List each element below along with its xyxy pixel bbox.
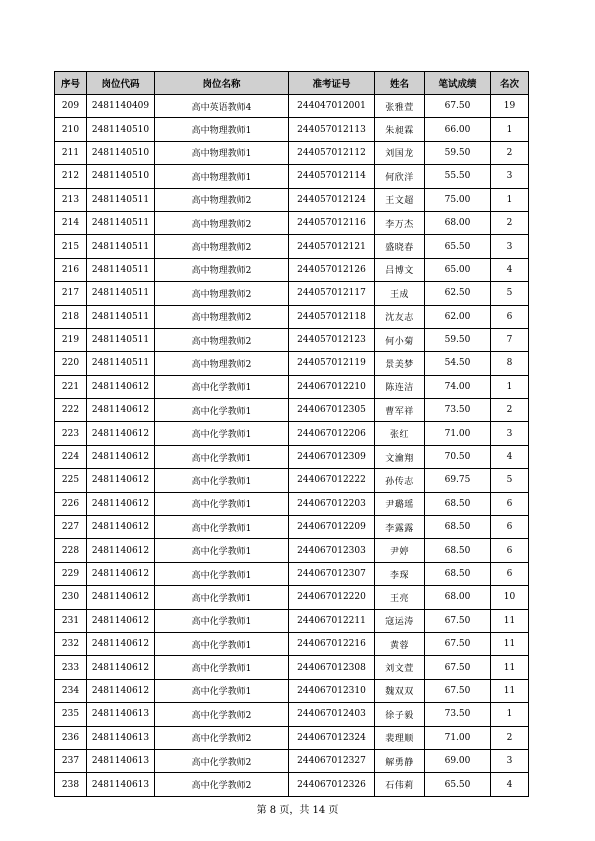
- cell-post-code: 2481140511: [87, 282, 155, 305]
- cell-post-code: 2481140613: [87, 749, 155, 772]
- cell-serial: 229: [55, 562, 87, 585]
- cell-exam-id: 244067012327: [289, 749, 375, 772]
- table-row: [55, 235, 529, 258]
- cell-rank: 10: [491, 586, 529, 609]
- cell-post-name: 高中化学教师2: [155, 703, 289, 726]
- cell-name: 黄蓉: [375, 632, 425, 655]
- table-row: [55, 211, 529, 234]
- cell-serial: 232: [55, 632, 87, 655]
- cell-score: 67.50: [425, 609, 491, 632]
- cell-post-name: 高中物理教师1: [155, 165, 289, 188]
- cell-name: 朱昶霖: [375, 118, 425, 141]
- cell-rank: 4: [491, 773, 529, 796]
- cell-post-code: 2481140613: [87, 726, 155, 749]
- cell-score: 65.50: [425, 773, 491, 796]
- cell-rank: 6: [491, 516, 529, 539]
- table-row: [55, 656, 529, 679]
- cell-post-code: 2481140612: [87, 679, 155, 702]
- cell-serial: 223: [55, 422, 87, 445]
- cell-serial: 227: [55, 516, 87, 539]
- cell-rank: 6: [491, 305, 529, 328]
- cell-name: 裴理顺: [375, 726, 425, 749]
- table-row: [55, 749, 529, 772]
- cell-score: 62.00: [425, 305, 491, 328]
- cell-rank: 3: [491, 749, 529, 772]
- cell-serial: 217: [55, 282, 87, 305]
- cell-score: 75.00: [425, 188, 491, 211]
- cell-serial: 209: [55, 95, 87, 118]
- cell-post-name: 高中化学教师1: [155, 399, 289, 422]
- cell-exam-id: 244047012001: [289, 95, 375, 118]
- cell-score: 69.75: [425, 469, 491, 492]
- cell-name: 王文超: [375, 188, 425, 211]
- cell-name: 徐子毅: [375, 703, 425, 726]
- score-table-container: [54, 71, 528, 797]
- cell-post-name: 高中化学教师1: [155, 539, 289, 562]
- cell-name: 曹军祥: [375, 399, 425, 422]
- cell-name: 何小菊: [375, 328, 425, 351]
- table-row: [55, 726, 529, 749]
- cell-exam-id: 244057012126: [289, 258, 375, 281]
- table-row: [55, 773, 529, 796]
- cell-name: 李琛: [375, 562, 425, 585]
- cell-exam-id: 244067012203: [289, 492, 375, 515]
- header-post-name: 岗位名称: [155, 72, 289, 95]
- cell-score: 67.50: [425, 679, 491, 702]
- cell-serial: 236: [55, 726, 87, 749]
- cell-post-name: 高中物理教师1: [155, 118, 289, 141]
- cell-serial: 221: [55, 375, 87, 398]
- cell-serial: 210: [55, 118, 87, 141]
- cell-exam-id: 244067012210: [289, 375, 375, 398]
- cell-rank: 1: [491, 703, 529, 726]
- cell-serial: 211: [55, 141, 87, 164]
- cell-rank: 6: [491, 539, 529, 562]
- cell-post-code: 2481140511: [87, 328, 155, 351]
- cell-exam-id: 244067012206: [289, 422, 375, 445]
- cell-name: 张红: [375, 422, 425, 445]
- cell-exam-id: 244067012403: [289, 703, 375, 726]
- cell-rank: 7: [491, 328, 529, 351]
- cell-post-code: 2481140612: [87, 492, 155, 515]
- cell-post-code: 2481140612: [87, 445, 155, 468]
- cell-exam-id: 244057012117: [289, 282, 375, 305]
- cell-score: 59.50: [425, 328, 491, 351]
- cell-post-name: 高中化学教师1: [155, 469, 289, 492]
- cell-score: 68.50: [425, 562, 491, 585]
- cell-name: 陈连洁: [375, 375, 425, 398]
- cell-name: 寇运涛: [375, 609, 425, 632]
- cell-name: 景美梦: [375, 352, 425, 375]
- cell-score: 68.50: [425, 516, 491, 539]
- cell-rank: 1: [491, 118, 529, 141]
- cell-exam-id: 244057012112: [289, 141, 375, 164]
- cell-rank: 2: [491, 399, 529, 422]
- cell-exam-id: 244057012114: [289, 165, 375, 188]
- cell-post-code: 2481140511: [87, 258, 155, 281]
- table-row: [55, 609, 529, 632]
- cell-serial: 226: [55, 492, 87, 515]
- header-serial: 序号: [55, 72, 87, 95]
- cell-serial: 238: [55, 773, 87, 796]
- cell-serial: 234: [55, 679, 87, 702]
- cell-serial: 212: [55, 165, 87, 188]
- cell-rank: 11: [491, 679, 529, 702]
- cell-rank: 6: [491, 562, 529, 585]
- cell-rank: 3: [491, 422, 529, 445]
- cell-name: 李万杰: [375, 211, 425, 234]
- cell-score: 73.50: [425, 703, 491, 726]
- table-row: [55, 445, 529, 468]
- cell-serial: 225: [55, 469, 87, 492]
- cell-post-name: 高中物理教师2: [155, 188, 289, 211]
- cell-score: 74.00: [425, 375, 491, 398]
- cell-name: 文瀹翔: [375, 445, 425, 468]
- cell-post-name: 高中物理教师2: [155, 282, 289, 305]
- table-row: [55, 516, 529, 539]
- table-row: [55, 469, 529, 492]
- cell-post-name: 高中化学教师1: [155, 445, 289, 468]
- cell-name: 王亮: [375, 586, 425, 609]
- table-row: [55, 586, 529, 609]
- cell-post-name: 高中物理教师2: [155, 305, 289, 328]
- cell-exam-id: 244057012123: [289, 328, 375, 351]
- cell-name: 吕博文: [375, 258, 425, 281]
- cell-post-name: 高中物理教师2: [155, 258, 289, 281]
- cell-post-code: 2481140510: [87, 118, 155, 141]
- cell-exam-id: 244067012303: [289, 539, 375, 562]
- cell-post-code: 2481140612: [87, 375, 155, 398]
- cell-exam-id: 244067012308: [289, 656, 375, 679]
- cell-name: 魏双双: [375, 679, 425, 702]
- cell-exam-id: 244057012116: [289, 211, 375, 234]
- cell-name: 盛晓春: [375, 235, 425, 258]
- table-row: [55, 305, 529, 328]
- table-row: [55, 632, 529, 655]
- cell-serial: 231: [55, 609, 87, 632]
- cell-serial: 230: [55, 586, 87, 609]
- cell-serial: 215: [55, 235, 87, 258]
- cell-post-code: 2481140511: [87, 211, 155, 234]
- cell-score: 54.50: [425, 352, 491, 375]
- table-row: [55, 422, 529, 445]
- cell-post-name: 高中化学教师2: [155, 749, 289, 772]
- cell-score: 59.50: [425, 141, 491, 164]
- cell-post-code: 2481140612: [87, 422, 155, 445]
- cell-rank: 1: [491, 375, 529, 398]
- cell-post-code: 2481140612: [87, 516, 155, 539]
- cell-name: 王成: [375, 282, 425, 305]
- cell-post-name: 高中物理教师2: [155, 328, 289, 351]
- cell-serial: 235: [55, 703, 87, 726]
- cell-score: 65.50: [425, 235, 491, 258]
- cell-post-code: 2481140612: [87, 469, 155, 492]
- cell-name: 沈友志: [375, 305, 425, 328]
- cell-score: 71.00: [425, 726, 491, 749]
- table-row: [55, 165, 529, 188]
- score-table: [54, 71, 529, 797]
- cell-post-name: 高中化学教师1: [155, 632, 289, 655]
- cell-name: 尹璐瑶: [375, 492, 425, 515]
- cell-score: 68.00: [425, 586, 491, 609]
- table-row: [55, 118, 529, 141]
- cell-rank: 19: [491, 95, 529, 118]
- cell-post-name: 高中英语教师4: [155, 95, 289, 118]
- cell-name: 石伟莉: [375, 773, 425, 796]
- cell-post-name: 高中物理教师2: [155, 211, 289, 234]
- cell-score: 55.50: [425, 165, 491, 188]
- cell-exam-id: 244067012220: [289, 586, 375, 609]
- cell-exam-id: 244057012124: [289, 188, 375, 211]
- table-row: [55, 492, 529, 515]
- cell-post-code: 2481140612: [87, 562, 155, 585]
- header-post-code: 岗位代码: [87, 72, 155, 95]
- cell-post-name: 高中物理教师2: [155, 352, 289, 375]
- cell-name: 孙传志: [375, 469, 425, 492]
- cell-score: 68.50: [425, 492, 491, 515]
- cell-rank: 5: [491, 469, 529, 492]
- cell-rank: 3: [491, 235, 529, 258]
- cell-name: 刘国龙: [375, 141, 425, 164]
- cell-post-name: 高中化学教师1: [155, 586, 289, 609]
- cell-rank: 11: [491, 656, 529, 679]
- cell-name: 李露露: [375, 516, 425, 539]
- cell-post-code: 2481140510: [87, 165, 155, 188]
- table-row: [55, 258, 529, 281]
- cell-post-code: 2481140613: [87, 703, 155, 726]
- cell-post-name: 高中化学教师1: [155, 679, 289, 702]
- cell-score: 68.50: [425, 539, 491, 562]
- cell-post-name: 高中化学教师1: [155, 562, 289, 585]
- page-number: 第 8 页，共 14 页: [256, 805, 339, 816]
- cell-post-code: 2481140612: [87, 586, 155, 609]
- cell-post-code: 2481140511: [87, 305, 155, 328]
- table-row: [55, 141, 529, 164]
- cell-serial: 228: [55, 539, 87, 562]
- table-row: [55, 282, 529, 305]
- header-name: 姓名: [375, 72, 425, 95]
- cell-rank: 4: [491, 258, 529, 281]
- cell-exam-id: 244067012324: [289, 726, 375, 749]
- header-exam-id: 准考证号: [289, 72, 375, 95]
- cell-rank: 11: [491, 609, 529, 632]
- cell-post-name: 高中化学教师1: [155, 516, 289, 539]
- cell-serial: 220: [55, 352, 87, 375]
- table-row: [55, 375, 529, 398]
- cell-name: 解勇静: [375, 749, 425, 772]
- table-row: [55, 188, 529, 211]
- cell-post-code: 2481140612: [87, 632, 155, 655]
- cell-post-code: 2481140511: [87, 235, 155, 258]
- cell-exam-id: 244057012118: [289, 305, 375, 328]
- cell-rank: 6: [491, 492, 529, 515]
- cell-rank: 11: [491, 632, 529, 655]
- cell-serial: 214: [55, 211, 87, 234]
- cell-post-code: 2481140613: [87, 773, 155, 796]
- cell-post-name: 高中化学教师1: [155, 422, 289, 445]
- cell-post-code: 2481140612: [87, 609, 155, 632]
- cell-post-name: 高中化学教师1: [155, 492, 289, 515]
- table-row: [55, 703, 529, 726]
- cell-exam-id: 244067012309: [289, 445, 375, 468]
- cell-rank: 5: [491, 282, 529, 305]
- cell-name: 张雅萱: [375, 95, 425, 118]
- table-row: [55, 679, 529, 702]
- cell-exam-id: 244057012119: [289, 352, 375, 375]
- table-row: [55, 95, 529, 118]
- cell-rank: 3: [491, 165, 529, 188]
- cell-exam-id: 244067012209: [289, 516, 375, 539]
- cell-score: 62.50: [425, 282, 491, 305]
- cell-score: 67.50: [425, 656, 491, 679]
- cell-post-name: 高中化学教师1: [155, 656, 289, 679]
- cell-score: 71.00: [425, 422, 491, 445]
- table-row: [55, 352, 529, 375]
- cell-rank: 2: [491, 726, 529, 749]
- cell-name: 何欣洋: [375, 165, 425, 188]
- cell-serial: 218: [55, 305, 87, 328]
- cell-post-name: 高中化学教师2: [155, 773, 289, 796]
- cell-exam-id: 244067012222: [289, 469, 375, 492]
- cell-post-name: 高中化学教师2: [155, 726, 289, 749]
- cell-rank: 2: [491, 211, 529, 234]
- header-score: 笔试成绩: [425, 72, 491, 95]
- cell-post-code: 2481140612: [87, 656, 155, 679]
- cell-post-name: 高中化学教师1: [155, 609, 289, 632]
- cell-exam-id: 244057012113: [289, 118, 375, 141]
- cell-serial: 222: [55, 399, 87, 422]
- table-row: [55, 562, 529, 585]
- cell-post-name: 高中化学教师1: [155, 375, 289, 398]
- cell-exam-id: 244067012310: [289, 679, 375, 702]
- cell-serial: 224: [55, 445, 87, 468]
- table-row: [55, 399, 529, 422]
- cell-post-code: 2481140511: [87, 352, 155, 375]
- cell-score: 70.50: [425, 445, 491, 468]
- cell-rank: 8: [491, 352, 529, 375]
- cell-exam-id: 244067012211: [289, 609, 375, 632]
- cell-serial: 216: [55, 258, 87, 281]
- table-row: [55, 539, 529, 562]
- cell-rank: 2: [491, 141, 529, 164]
- cell-post-code: 2481140409: [87, 95, 155, 118]
- cell-score: 67.50: [425, 632, 491, 655]
- cell-serial: 233: [55, 656, 87, 679]
- cell-rank: 4: [491, 445, 529, 468]
- cell-name: 刘文萱: [375, 656, 425, 679]
- cell-score: 68.00: [425, 211, 491, 234]
- cell-exam-id: 244057012121: [289, 235, 375, 258]
- cell-score: 65.00: [425, 258, 491, 281]
- cell-post-name: 高中物理教师2: [155, 235, 289, 258]
- cell-exam-id: 244067012326: [289, 773, 375, 796]
- cell-score: 66.00: [425, 118, 491, 141]
- cell-serial: 237: [55, 749, 87, 772]
- cell-post-code: 2481140511: [87, 188, 155, 211]
- cell-exam-id: 244067012305: [289, 399, 375, 422]
- cell-post-name: 高中物理教师1: [155, 141, 289, 164]
- table-header-row: [55, 72, 529, 95]
- cell-rank: 1: [491, 188, 529, 211]
- cell-score: 69.00: [425, 749, 491, 772]
- cell-post-code: 2481140510: [87, 141, 155, 164]
- cell-exam-id: 244067012307: [289, 562, 375, 585]
- cell-exam-id: 244067012216: [289, 632, 375, 655]
- cell-serial: 219: [55, 328, 87, 351]
- cell-score: 67.50: [425, 95, 491, 118]
- cell-score: 73.50: [425, 399, 491, 422]
- cell-post-code: 2481140612: [87, 399, 155, 422]
- cell-serial: 213: [55, 188, 87, 211]
- table-row: [55, 328, 529, 351]
- header-rank: 名次: [491, 72, 529, 95]
- cell-name: 尹婷: [375, 539, 425, 562]
- cell-post-code: 2481140612: [87, 539, 155, 562]
